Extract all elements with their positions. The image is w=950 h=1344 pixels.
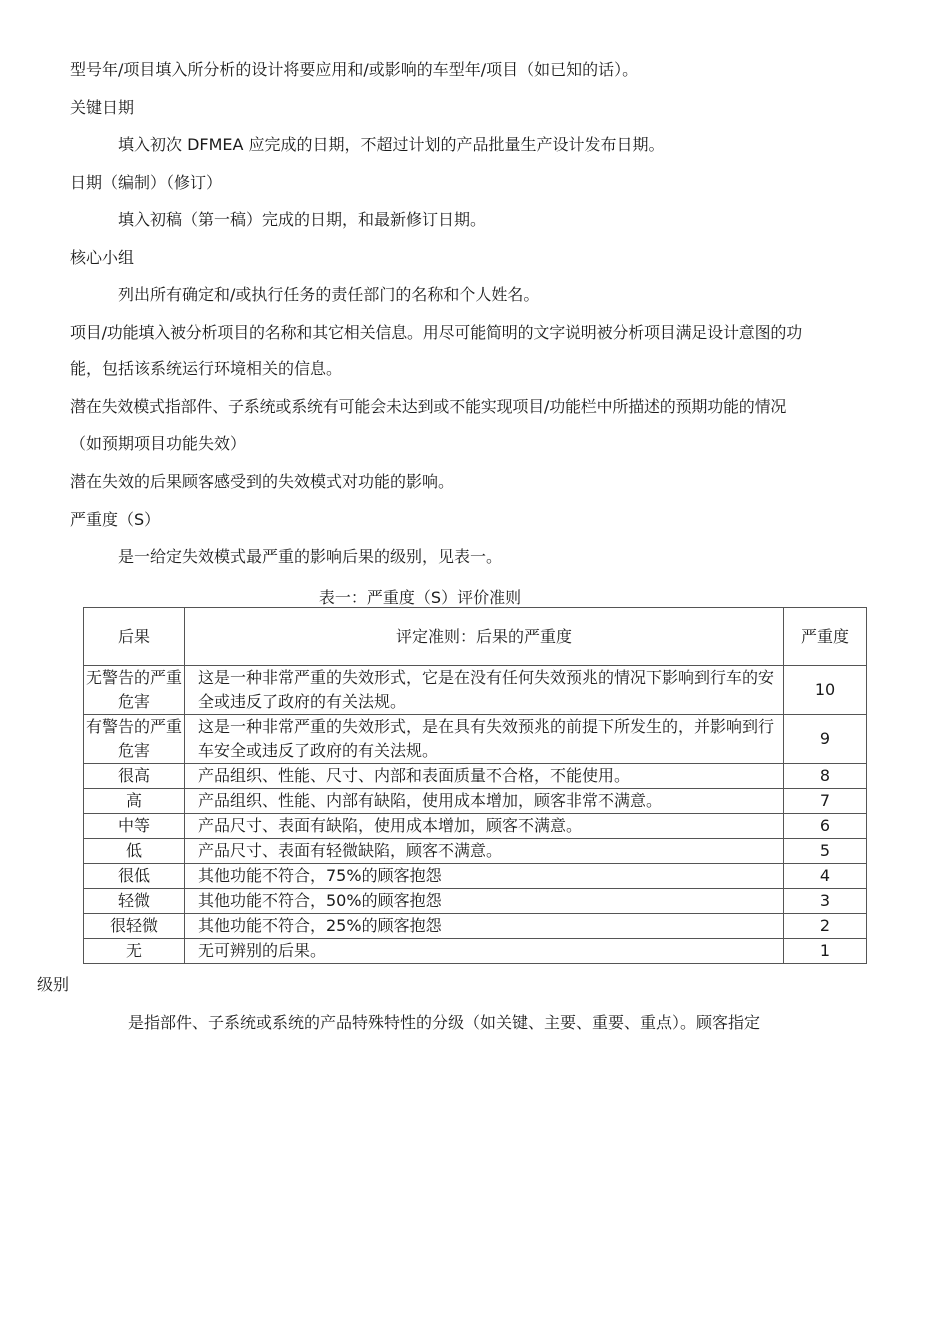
- table-header-row: [84, 608, 867, 666]
- table-row: [84, 764, 867, 789]
- table-row: [84, 814, 867, 839]
- cell-severity: 6: [784, 814, 867, 839]
- paragraph-core-team: 列出所有确定和/或执行任务的责任部门的名称和个人姓名。: [118, 285, 540, 304]
- cell-severity: 2: [784, 914, 867, 939]
- cell-severity: 5: [784, 839, 867, 864]
- table-row: [84, 789, 867, 814]
- header-severity: 严重度: [784, 608, 867, 666]
- cell-effect: 无警告的严重危害: [84, 666, 185, 715]
- heading-severity: 严重度（S）: [70, 510, 161, 529]
- table-caption: 表一：严重度（S）评价准则: [318, 588, 522, 607]
- header-criteria: 评定准则：后果的严重度: [185, 608, 784, 666]
- table-row: [84, 939, 867, 964]
- cell-effect: 高: [84, 789, 185, 814]
- cell-criteria: 无可辨别的后果。: [185, 939, 784, 964]
- table-row: [84, 864, 867, 889]
- cell-severity: 8: [784, 764, 867, 789]
- cell-severity: 4: [784, 864, 867, 889]
- cell-criteria: 产品尺寸、表面有轻微缺陷，顾客不满意。: [185, 839, 784, 864]
- cell-criteria: 产品组织、性能、内部有缺陷，使用成本增加，顾客非常不满意。: [185, 789, 784, 814]
- paragraph-class: 是指部件、子系统或系统的产品特殊特性的分级（如关键、主要、重要、重点）。顾客指定: [128, 1013, 761, 1032]
- paragraph-model-year: 型号年/项目填入所分析的设计将要应用和/或影响的车型年/项目（如已知的话）。: [70, 60, 639, 79]
- paragraph-key-date: 填入初次 DFMEA 应完成的日期，不超过计划的产品批量生产设计发布日期。: [118, 135, 665, 154]
- cell-effect: 很高: [84, 764, 185, 789]
- cell-effect: 很轻微: [84, 914, 185, 939]
- cell-effect: 有警告的严重危害: [84, 715, 185, 764]
- table-row: [84, 889, 867, 914]
- heading-key-date: 关键日期: [70, 98, 135, 117]
- paragraph-failure-mode-line2: （如预期项目功能失效）: [70, 434, 247, 453]
- table-row: [84, 715, 867, 764]
- cell-criteria: 其他功能不符合，50%的顾客抱怨: [185, 889, 784, 914]
- cell-severity: 7: [784, 789, 867, 814]
- cell-severity: 3: [784, 889, 867, 914]
- table-row: [84, 914, 867, 939]
- severity-table: [83, 607, 867, 964]
- cell-effect: 中等: [84, 814, 185, 839]
- cell-criteria: 产品组织、性能、尺寸、内部和表面质量不合格，不能使用。: [185, 764, 784, 789]
- cell-effect: 低: [84, 839, 185, 864]
- paragraph-failure-effect: 潜在失效的后果顾客感受到的失效模式对功能的影响。: [70, 472, 455, 491]
- heading-core-team: 核心小组: [70, 248, 135, 267]
- cell-criteria: 其他功能不符合，75%的顾客抱怨: [185, 864, 784, 889]
- table-row: [84, 839, 867, 864]
- cell-criteria: 产品尺寸、表面有缺陷，使用成本增加，顾客不满意。: [185, 814, 784, 839]
- cell-effect: 很低: [84, 864, 185, 889]
- cell-severity: 1: [784, 939, 867, 964]
- paragraph-item-function-line2: 能，包括该系统运行环境相关的信息。: [70, 359, 343, 378]
- table-row: [84, 666, 867, 715]
- cell-effect: 轻微: [84, 889, 185, 914]
- paragraph-failure-mode-line1: 潜在失效模式指部件、子系统或系统有可能会未达到或不能实现项目/功能栏中所描述的预期功能的情况: [70, 397, 787, 416]
- paragraph-severity: 是一给定失效模式最严重的影响后果的级别，见表一。: [118, 547, 503, 566]
- header-effect: 后果: [84, 608, 185, 666]
- heading-date: 日期（编制）（修订）: [70, 173, 223, 192]
- cell-severity: 10: [784, 666, 867, 715]
- cell-criteria: 这是一种非常严重的失效形式，是在具有失效预兆的前提下所发生的，并影响到行车安全或违反了政府的有关法规。: [185, 715, 784, 764]
- paragraph-date: 填入初稿（第一稿）完成的日期，和最新修订日期。: [118, 210, 487, 229]
- cell-criteria: 其他功能不符合，25%的顾客抱怨: [185, 914, 784, 939]
- cell-severity: 9: [784, 715, 867, 764]
- heading-class: 级别: [37, 975, 70, 994]
- cell-effect: 无: [84, 939, 185, 964]
- cell-criteria: 这是一种非常严重的失效形式，它是在没有任何失效预兆的情况下影响到行车的安全或违反了政府的有关法规。: [185, 666, 784, 715]
- paragraph-item-function-line1: 项目/功能填入被分析项目的名称和其它相关信息。用尽可能简明的文字说明被分析项目满足设计意图的功: [70, 323, 802, 342]
